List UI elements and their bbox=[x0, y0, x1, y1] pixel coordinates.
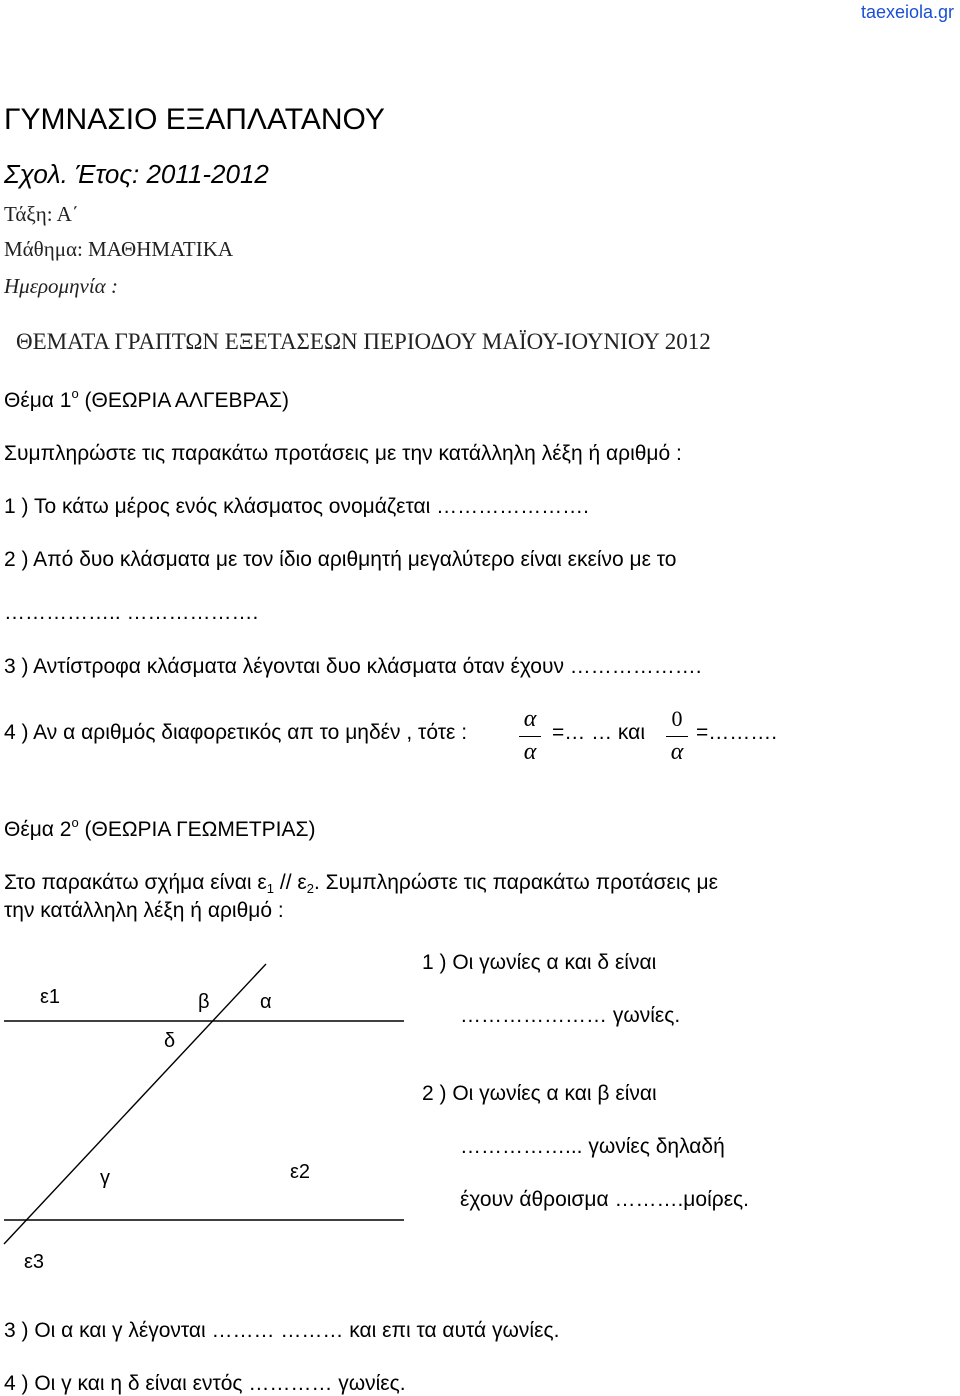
school-name: ΓΥΜΝΑΣΙΟ ΕΞΑΠΛΑΤΑΝΟΥ bbox=[4, 103, 385, 136]
label-delta: δ bbox=[164, 1030, 176, 1052]
exam-title: ΘΕΜΑΤΑ ΓΡΑΠΤΩΝ ΕΞΕΤΑΣΕΩΝ ΠΕΡΙΟΔΟΥ ΜΑΪΟΥ-ΙΟΥΝΙΟΥ 2012 bbox=[16, 329, 711, 354]
label-e3: ε3 bbox=[24, 1251, 45, 1273]
topic1-question-2-blanks: …………….. ………………. bbox=[4, 601, 259, 624]
topic2-question-2-sum: έχουν άθροισμα ……….μοίρες. bbox=[460, 1188, 750, 1211]
topic2-heading-prefix: Θέμα 2 bbox=[4, 818, 72, 841]
topic2-question-2-blank: ……………... γωνίες δηλαδή bbox=[460, 1135, 725, 1158]
fraction-1-denominator: α bbox=[523, 739, 537, 765]
topic2-intro-sub2: 2 bbox=[306, 881, 314, 896]
topic1-heading-prefix: Θέμα 1 bbox=[4, 389, 72, 412]
topic1-heading-suffix: (ΘΕΩΡΙΑ ΑΛΓΕΒΡΑΣ) bbox=[78, 389, 289, 412]
topic1-question-1: 1 ) Το κάτω μέρος ενός κλάσματος ονομάζεται …………………. bbox=[4, 495, 589, 518]
subject: Μάθημα: ΜΑΘΗΜΑΤΙΚΑ bbox=[4, 237, 234, 261]
label-e2: ε2 bbox=[290, 1161, 311, 1183]
topic2-heading-suffix: (ΘΕΩΡΙΑ ΓΕΩΜΕΤΡΙΑΣ) bbox=[78, 818, 316, 841]
fraction-2-numerator: 0 bbox=[671, 706, 683, 731]
topic1-heading bbox=[4, 386, 289, 413]
label-alpha: α bbox=[260, 991, 272, 1013]
topic2-intro-line1 bbox=[4, 871, 718, 895]
topic1-question-4-middle: =… … και bbox=[552, 721, 645, 744]
fraction-2-denominator: α bbox=[670, 739, 684, 765]
topic2-heading-sup: ο bbox=[71, 815, 79, 830]
topic2-intro-line2: την κατάλληλη λέξη ή αριθμό : bbox=[4, 899, 284, 922]
fraction-1-bar bbox=[519, 736, 541, 737]
topic2-intro-part-c: . Συμπληρώστε τις παρακάτω προτάσεις με bbox=[313, 871, 718, 894]
parallel-lines-diagram bbox=[0, 950, 420, 1280]
school-year: Σχολ. Έτος: 2011-2012 bbox=[4, 159, 269, 189]
topic1-instruction: Συμπληρώστε τις παρακάτω προτάσεις με την κατάλληλη λέξη ή αριθμό : bbox=[4, 442, 682, 465]
topic2-question-1-blank: ………………… γωνίες. bbox=[460, 1004, 681, 1027]
topic2-intro-part-a: Στο παρακάτω σχήμα είναι ε bbox=[4, 871, 267, 894]
grade: Τάξη: Α΄ bbox=[4, 202, 79, 226]
topic2-intro-sub1: 1 bbox=[266, 881, 275, 896]
topic2-heading bbox=[4, 815, 316, 842]
fraction-2-bar bbox=[666, 736, 688, 737]
exam-date: Ημερομηνία : bbox=[4, 274, 118, 298]
label-gamma: γ bbox=[100, 1167, 110, 1189]
topic2-intro-part-b: // ε bbox=[274, 871, 307, 894]
topic1-question-3: 3 ) Αντίστροφα κλάσματα λέγονται δυο κλάσματα όταν έχουν ………………. bbox=[4, 655, 702, 678]
topic1-question-4-text: 4 ) Αν α αριθμός διαφορετικός απ το μηδέν , τότε : bbox=[4, 721, 468, 744]
topic2-question-2: 2 ) Οι γωνίες α και β είναι bbox=[422, 1082, 657, 1105]
watermark: taexeiola.gr bbox=[860, 2, 954, 22]
fraction-1-numerator: α bbox=[523, 706, 537, 732]
label-e1: ε1 bbox=[40, 986, 61, 1008]
topic1-heading-sup: ο bbox=[71, 386, 79, 401]
topic2-question-3: 3 ) Οι α και γ λέγονται ……… ……… και επι τα αυτά γωνίες. bbox=[4, 1319, 560, 1342]
topic2-question-4: 4 ) Οι γ και η δ είναι εντός ………… γωνίες. bbox=[4, 1372, 406, 1395]
topic2-question-1: 1 ) Οι γωνίες α και δ είναι bbox=[422, 951, 657, 974]
label-beta: β bbox=[198, 991, 210, 1013]
topic1-question-2: 2 ) Από δυο κλάσματα με τον ίδιο αριθμητή μεγαλύτερο είναι εκείνο με το bbox=[4, 548, 677, 571]
topic1-question-4-end: =………. bbox=[696, 721, 778, 744]
